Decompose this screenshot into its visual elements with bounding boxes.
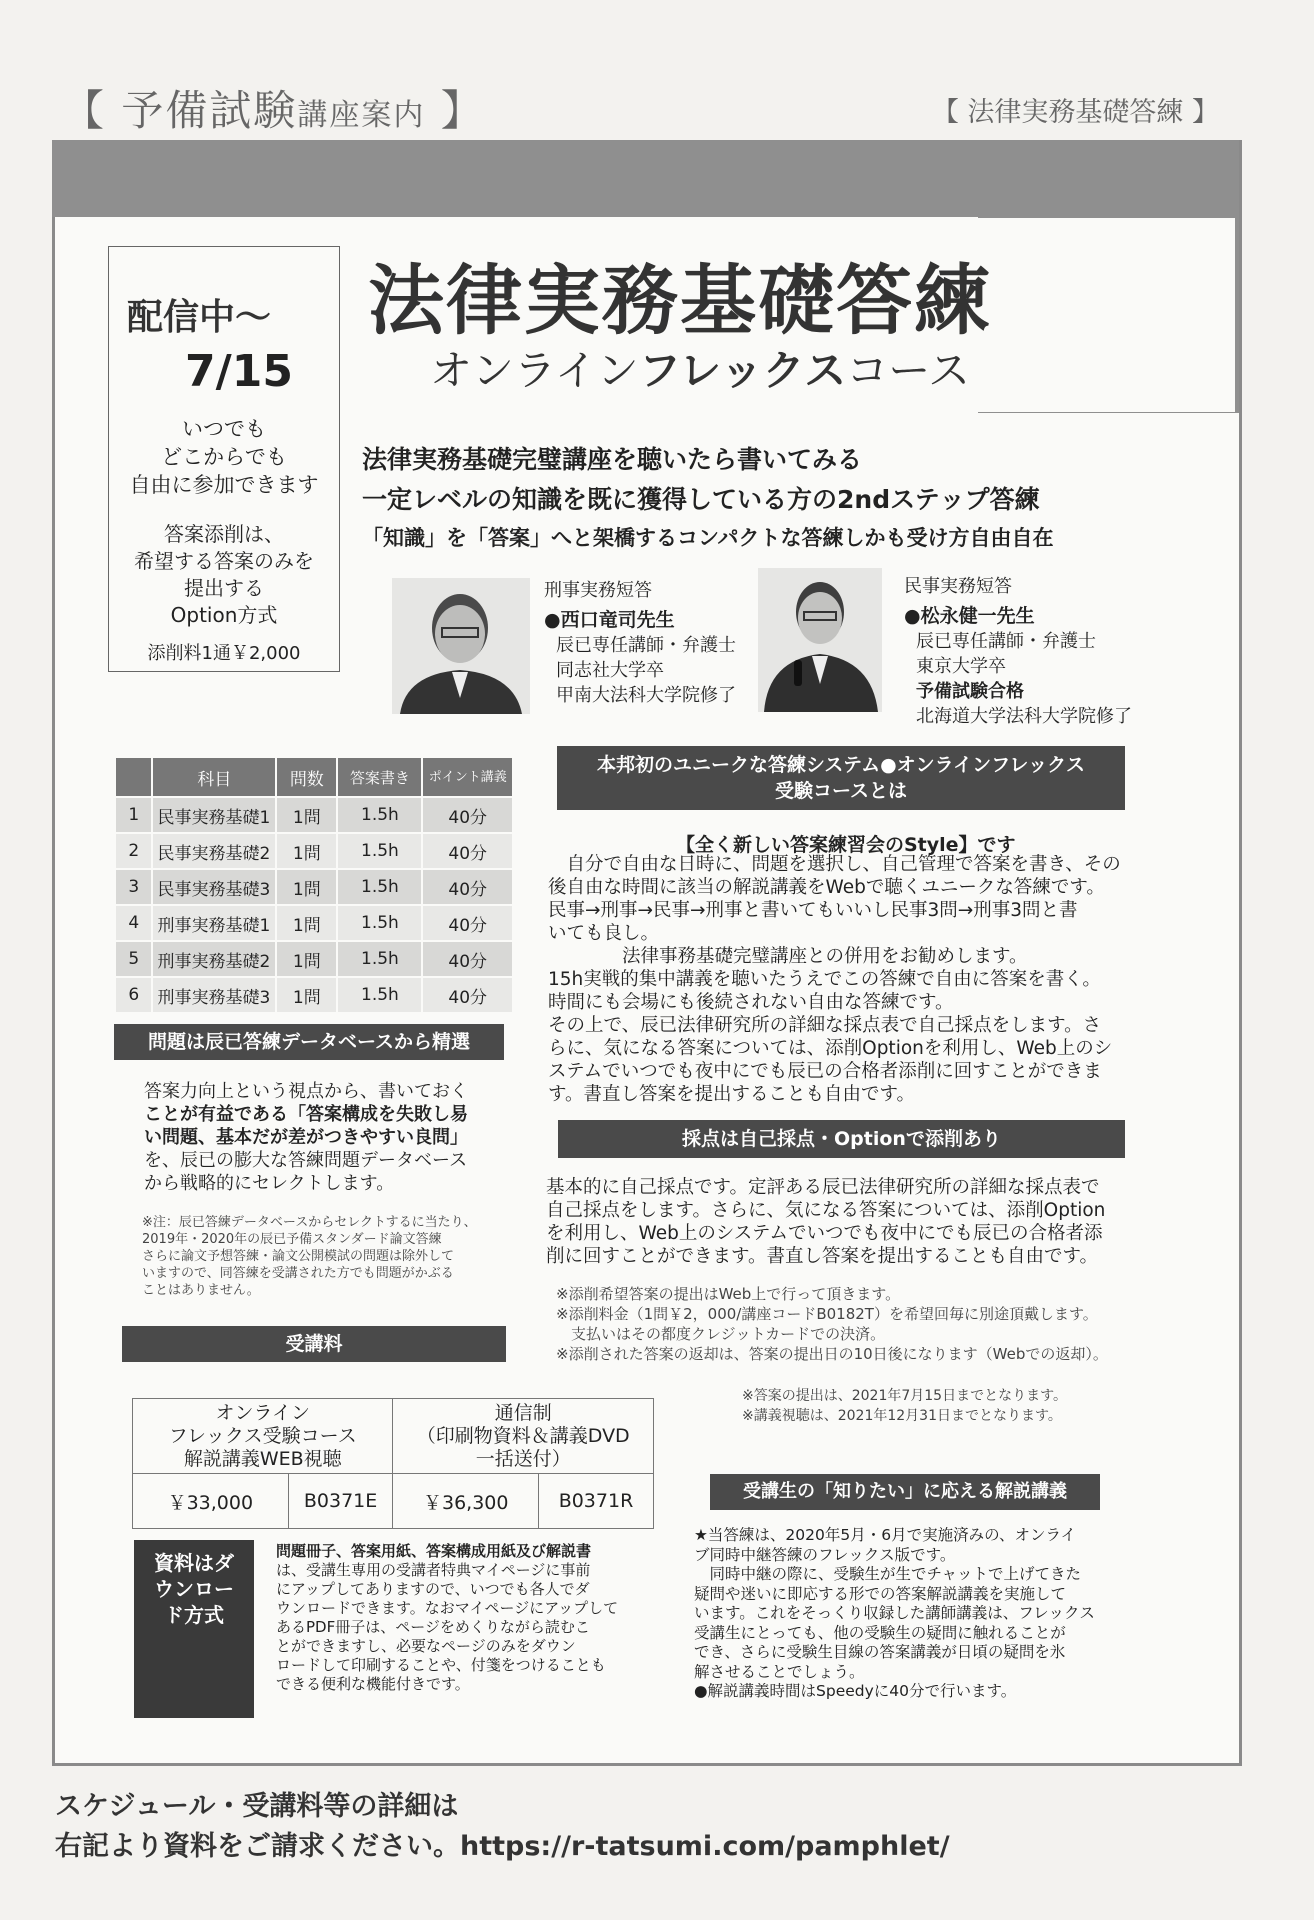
system-subheading: 【全く新しい答案練習会のStyle】です bbox=[676, 834, 1016, 856]
lecturer-matsunaga: 民事実務短答 ●松永健一先生 辰已専任講師・弁護士 東京大学卒 予備試験合格 北海道大学法科大学院修了 bbox=[904, 576, 1132, 727]
course-subtitle: オンラインフレックスコース bbox=[430, 346, 971, 395]
download-body: 問題冊子、答案用紙、答案構成用紙及び解説書 は、受講生専用の受講者特典マイページに事前 にアップしてありますので、いつでも各人でダ ウンロードできます。なおマイページにアップして あるPDF冊子は、ページをめくりながら読むこ とができますし、必要なページのみをダウン ロードして印刷することや、付箋をつけることも できる便利な機能付きです。 bbox=[276, 1542, 619, 1693]
lecturer-name: ●西口竜司先生 bbox=[544, 609, 675, 631]
distribution-status: 配信中～ bbox=[127, 297, 272, 338]
table-row bbox=[133, 1474, 654, 1529]
table-row: 2 民事実務基礎2 1問 1.5h 40分 bbox=[115, 833, 513, 869]
correspondence-code: B0371R bbox=[538, 1474, 653, 1529]
tuition-heading: 受講料 bbox=[122, 1326, 506, 1362]
person-icon bbox=[758, 568, 882, 712]
lecturer-role: 刑事実務短答 bbox=[544, 580, 652, 601]
footer-line-1: スケジュール・受講料等の詳細は bbox=[55, 1791, 459, 1822]
lead-line-1: 法律実務基礎完璧講座を聴いたら書いてみる bbox=[362, 445, 863, 474]
person-icon bbox=[392, 578, 530, 714]
grading-notes: ※添削希望答案の提出はWeb上で行って頂きます。 ※添削料金（1問￥2，000/講座コードB0182T）を希望回毎に別途頂戴します。 支払いはその都度クレジットカードでの決済。 ※添削された答案の返却は、答案の提出日の10日後になります（Webでの返却）。 bbox=[556, 1285, 1108, 1363]
distribution-box bbox=[108, 246, 340, 672]
option-text: 答案添削は、 希望する答案のみを 提出する Option方式 bbox=[134, 522, 314, 627]
explanation-body: ★当答練は、2020年5月・6月で実施済みの、オンライ ブ同時中継答練のフレックス版です。 同時中継の際に、受験生が生でチャットで上げてきた 疑問や迷いに即応する形での答案解説講義を実施して います。これをそっくり収録した講師講義は、フレックス 受講生にとっても、他の受験生の疑問に触れることが でき、さらに受験生目線の答案講義が日頃の疑問を氷 解させることでしょう。 ●解説講義時間はSpeedyに40分で行います。 bbox=[694, 1526, 1095, 1700]
anywhere-text: いつでも どこからでも 自由に参加できます bbox=[129, 417, 319, 497]
header-category-sub: 講座案内 bbox=[297, 98, 426, 133]
table-row: 1 民事実務基礎1 1問 1.5h 40分 bbox=[115, 797, 513, 833]
lecturer-role: 民事実務短答 bbox=[904, 576, 1012, 597]
lecturer-name: ●松永健一先生 bbox=[904, 605, 1035, 627]
online-course-header: オンライン フレックス受験コース 解説講義WEB視聴 bbox=[133, 1399, 393, 1474]
explanation-heading: 受講生の「知りたい」に応える解説講義 bbox=[710, 1474, 1100, 1510]
system-body: 自分で自由な日時に、問題を選択し、自己管理で答案を書き、その 後自由な時間に該当の解説講義をWebで聴くユニークな答練です。 民事→刑事→民事→刑事と書いてもいいし民事3問→刑事3問と書 いても良し。 法律事務基礎完璧講座との併用をお勧めします。 15h実戦的集中講義を聴いたうえでこの答練で自由に答案を書く。 時間にも会場にも後続されない自由な答練です。 その上で、辰已法律研究所の詳細な採点表で自己採点をします。さ らに、気になる答案については、添削Optionを利用し、Web上のシ ステムでいつでも夜中にでも辰已の合格者添削に回すことができま す。書直し答案を提出することも自由です。 bbox=[548, 854, 1121, 1105]
lead-line-3: 「知識」を「答案」へと架橋するコンパクトな答練しかも受け方自由自在 bbox=[362, 526, 1054, 550]
database-body: 答案力向上という視点から、書いておく ことが有益である「答案構成を失敗し易 い問題、基本だが差がつきやすい良問」 を、辰已の膨大な答練問題データベース から戦略的にセレクトします。 bbox=[144, 1081, 468, 1194]
database-note: ※注：辰已答練データベースからセレクトするに当たり、 2019年・2020年の辰已予備スタンダード論文答練 さらに論文予想答練・論文公開模試の問題は除外して いますので、同答練を受講された方でも問題がかぶる ことはありません。 bbox=[142, 1215, 477, 1298]
distribution-end-date: 7/15 bbox=[185, 346, 293, 397]
correspondence-course-header: 通信制 （印刷物資料＆講義DVD 一括送付） bbox=[393, 1399, 654, 1474]
grading-body: 基本的に自己採点です。定評ある辰已法律研究所の詳細な採点表で 自己採点をします。さらに、気になる答案については、添削Option を利用し、Web上のシステムでいつでも夜中にでも辰已の合格者添 削に回すことができます。書直し答案を提出することも自由です。 bbox=[546, 1177, 1106, 1267]
tuition-table bbox=[132, 1398, 654, 1529]
system-heading: 本邦初のユニークな答練システム●オンラインフレックス 受験コースとは bbox=[557, 746, 1125, 810]
table-row: 5 刑事実務基礎2 1問 1.5h 40分 bbox=[115, 941, 513, 977]
subjects-table bbox=[114, 756, 514, 1014]
header-category: 予備試験 bbox=[121, 86, 298, 135]
table-header-row bbox=[133, 1399, 654, 1474]
bracket-close: 】 bbox=[440, 86, 485, 135]
correction-fee: 添削料1通￥2,000 bbox=[147, 643, 301, 664]
download-method-box: 資料はダ ウンロー ド方式 bbox=[134, 1540, 254, 1718]
grading-heading: 採点は自己採点・Optionで添削あり bbox=[558, 1120, 1125, 1158]
footer-line-2: 右記より資料をご請求ください。https://r-tatsumi.com/pamphlet/ bbox=[55, 1831, 950, 1862]
online-code: B0371E bbox=[288, 1474, 393, 1529]
lead-line-2: 一定レベルの知識を既に獲得している方の2ndステップ答練 bbox=[362, 485, 1040, 514]
header-right: 【 法律実務基礎答練 】 bbox=[931, 97, 1219, 128]
deadline-notes: ※答案の提出は、2021年7月15日までとなります。 ※講義視聴は、2021年12月31日までとなります。 bbox=[742, 1388, 1067, 1424]
course-title: 法律実務基礎答練 bbox=[368, 256, 992, 345]
table-row: 6 刑事実務基礎3 1問 1.5h 40分 bbox=[115, 977, 513, 1013]
table-row: 4 刑事実務基礎1 1問 1.5h 40分 bbox=[115, 905, 513, 941]
bracket-open: 【 bbox=[62, 86, 107, 135]
title-panel-extension bbox=[978, 330, 1235, 412]
table-header-row: 科目 問数 答案書き ポイント講義 bbox=[115, 757, 513, 797]
lecturer-nishiguchi: 刑事実務短答 ●西口竜司先生 辰已専任講師・弁護士 同志社大学卒 甲南大法科大学院修了 bbox=[544, 580, 736, 706]
table-row: 3 民事実務基礎3 1問 1.5h 40分 bbox=[115, 869, 513, 905]
correspondence-price: ￥36,300 bbox=[393, 1474, 539, 1529]
lecturer-photo-matsunaga bbox=[758, 568, 882, 712]
header-left bbox=[62, 78, 485, 138]
lecturer-photo-nishiguchi bbox=[392, 578, 530, 714]
online-price: ￥33,000 bbox=[133, 1474, 289, 1529]
database-heading: 問題は辰已答練データベースから精選 bbox=[114, 1024, 504, 1060]
